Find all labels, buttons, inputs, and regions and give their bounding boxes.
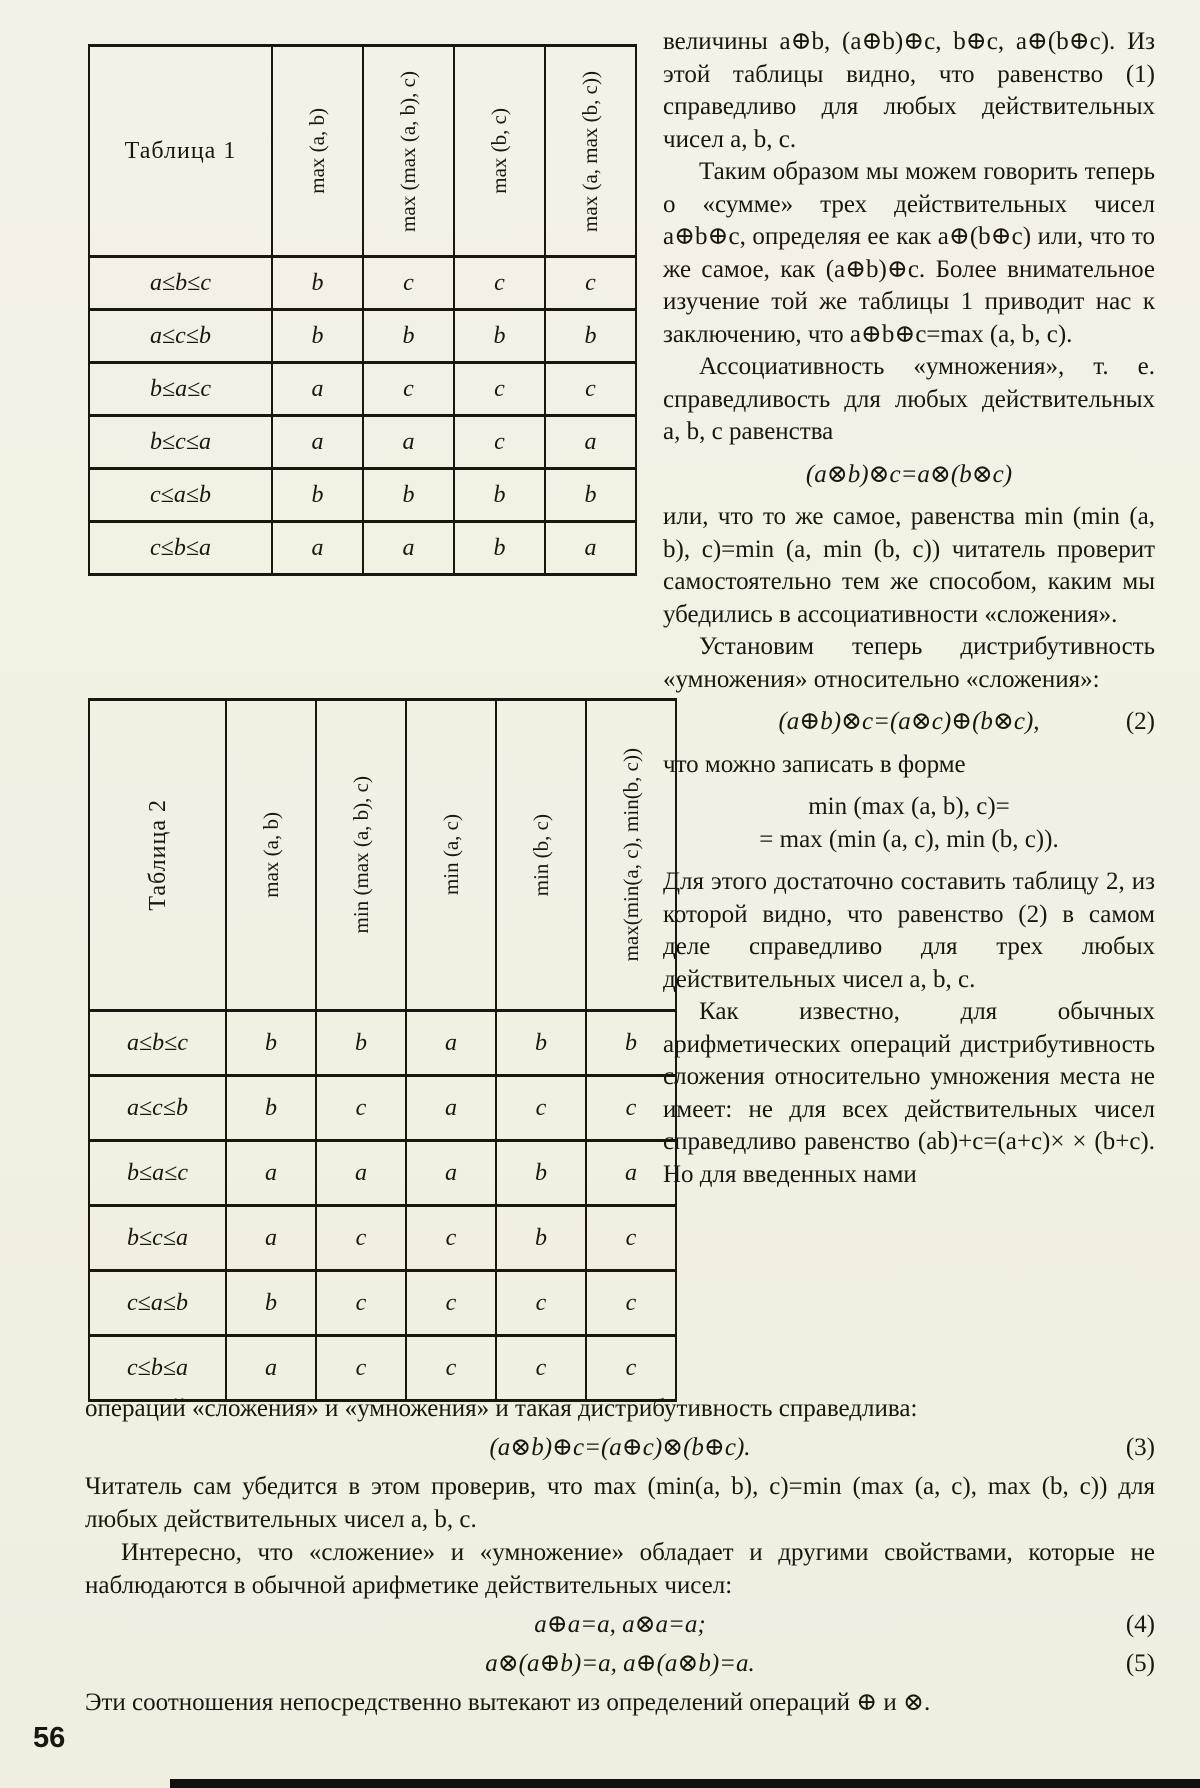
table2-col-header-5: max(min(a, c), min(b, c)) (618, 748, 643, 962)
row-label: a≤c≤b (89, 310, 272, 363)
cell: c (454, 257, 545, 310)
equation-body: a⊗(a⊕b)=a, a⊕(a⊗b)=a. (485, 1650, 755, 1677)
table1-col-header-1: max (a, b) (305, 108, 329, 194)
tables-column (88, 44, 678, 1402)
equation-line-2: = max (min (a, c), min (b, c)). (759, 825, 1059, 853)
row-label: a≤c≤b (89, 1076, 226, 1141)
cell: b (226, 1271, 316, 1336)
equation-body: (a⊕b)⊗c=(a⊗c)⊕(b⊗c), (778, 708, 1040, 735)
table-row (89, 257, 636, 310)
cell: c (406, 1206, 496, 1271)
table-1 (88, 44, 637, 576)
cell: b (496, 1011, 586, 1076)
table-row (89, 522, 636, 575)
table1-col-header-4: max (a, max (b, c)) (578, 70, 602, 232)
cell: c (496, 1271, 586, 1336)
equation-min-max (663, 791, 1155, 856)
page-number: 56 (33, 1722, 66, 1754)
cell: b (454, 310, 545, 363)
table1-col-header-2: max (max (a, b), c) (396, 70, 420, 232)
paragraph: Читатель сам убедится в этом проверив, что max (min(a, b), c)=min (max (a, c), max (b, c)) для любых действительных чисел a, b, c. (85, 1473, 1155, 1533)
row-label: c≤b≤a (89, 1336, 226, 1401)
cell: a (226, 1206, 316, 1271)
cell: a (272, 363, 363, 416)
cell: c (363, 363, 454, 416)
cell: a (406, 1141, 496, 1206)
cell: c (316, 1206, 406, 1271)
equation-body: a⊕a=a, a⊗a=a; (534, 1611, 706, 1638)
row-label: c≤a≤b (89, 1271, 226, 1336)
cell: a (586, 1141, 676, 1206)
cell: a (363, 416, 454, 469)
scan-artifact-bar (170, 1779, 1200, 1788)
cell: c (406, 1271, 496, 1336)
table2-col-header-3: min (a, c) (438, 814, 463, 896)
table-row (89, 1206, 676, 1271)
cell: b (226, 1011, 316, 1076)
cell: b (454, 469, 545, 522)
table-row (89, 1076, 676, 1141)
equation-2 (663, 706, 1155, 739)
cell: c (316, 1271, 406, 1336)
table2-header-row (89, 700, 676, 1011)
table-row (89, 1141, 676, 1206)
cell: c (496, 1076, 586, 1141)
equation-number: (4) (1125, 1611, 1155, 1638)
cell: a (363, 522, 454, 575)
paragraph: Эти соотношения непосредственно вытекают из определений операций ⊕ и ⊗. (85, 1689, 931, 1716)
table-row (89, 416, 636, 469)
equation-5 (85, 1647, 1155, 1680)
cell: c (586, 1076, 676, 1141)
table1-header-row (89, 46, 636, 257)
table-row (89, 1336, 676, 1401)
paragraph: Ассоциативность «умножения», т. е. справедливость для любых действительных a, b, c равенства (663, 353, 1155, 445)
table-row (89, 1011, 676, 1076)
paragraph: Как известно, для обычных арифметических операций дистрибутивность сложения относительно умножения места не имеет: не для всех действительных чисел справедливо равенство (ab)+c=(a+c)× × (b+c). Но для введенных нами (663, 998, 1155, 1188)
table1-title: Таблица 1 (89, 46, 272, 257)
paragraph: операций «сложения» и «умножения» и такая дистрибутивность справедлива: (85, 1395, 918, 1422)
equation-number: (3) (1125, 1434, 1155, 1461)
cell: b (496, 1206, 586, 1271)
table2-col-header-2: min (max (a, b), c) (348, 776, 373, 934)
cell: b (496, 1141, 586, 1206)
cell: c (454, 363, 545, 416)
cell: c (545, 363, 636, 416)
cell: a (272, 522, 363, 575)
cell: b (545, 310, 636, 363)
cell: b (363, 310, 454, 363)
equation-associativity (663, 459, 1155, 492)
cell: a (406, 1076, 496, 1141)
equation-3 (85, 1431, 1155, 1464)
row-label: c≤a≤b (89, 469, 272, 522)
cell: c (316, 1076, 406, 1141)
cell: b (316, 1011, 406, 1076)
cell: a (545, 416, 636, 469)
cell: a (272, 416, 363, 469)
equation-4 (85, 1608, 1155, 1641)
cell: a (226, 1336, 316, 1401)
cell: b (272, 310, 363, 363)
paragraph: что можно записать в форме (663, 750, 966, 778)
cell: a (545, 522, 636, 575)
cell: c (586, 1336, 676, 1401)
table-row (89, 1271, 676, 1336)
cell: c (586, 1206, 676, 1271)
cell: b (545, 469, 636, 522)
cell: b (586, 1011, 676, 1076)
cell: c (316, 1336, 406, 1401)
cell: c (545, 257, 636, 310)
equation-number: (5) (1125, 1650, 1155, 1677)
cell: c (454, 416, 545, 469)
cell: b (272, 469, 363, 522)
row-label: b≤a≤c (89, 363, 272, 416)
paragraph: величины a⊕b, (a⊕b)⊕c, b⊕c, a⊕(b⊕c). Из этой таблицы видно, что равенство (1) справедливо для любых действительных чисел a, b, c. (663, 28, 1155, 153)
table2-col-header-4: min (b, c) (528, 813, 553, 897)
bottom-text-block (85, 1392, 1155, 1719)
row-label: b≤c≤a (89, 1206, 226, 1271)
table2-col-header-1: max (a, b) (258, 812, 283, 898)
paragraph: или, что то же самое, равенства min (min (a, b), c)=min (a, min (b, c)) читатель проверит самостоятельно тем же способом, каким мы убедились в ассоциативности «сложения». (663, 503, 1155, 628)
cell: a (316, 1141, 406, 1206)
equation-body: (a⊗b)⊕c=(a⊕c)⊗(b⊕c). (489, 1434, 751, 1461)
table-2 (88, 698, 677, 1402)
cell: b (272, 257, 363, 310)
cell: a (406, 1011, 496, 1076)
cell: b (226, 1076, 316, 1141)
equation-line-1: min (max (a, b), c)= (808, 793, 1010, 820)
row-label: b≤a≤c (89, 1141, 226, 1206)
equation-number: (2) (1125, 708, 1155, 735)
table-row (89, 363, 636, 416)
equation-body: (a⊗b)⊗c=a⊗(b⊗c) (805, 460, 1013, 488)
cell: c (406, 1336, 496, 1401)
row-label: b≤c≤a (89, 416, 272, 469)
cell: b (454, 522, 545, 575)
row-label: a≤b≤c (89, 1011, 226, 1076)
paragraph: Для этого достаточно составить таблицу 2, из которой видно, что равенство (2) в самом деле справедливо для трех любых действительных чисел a, b, c. (663, 868, 1155, 993)
cell: a (226, 1141, 316, 1206)
cell: c (363, 257, 454, 310)
table-row (89, 310, 636, 363)
table-row (89, 469, 636, 522)
paragraph: Таким образом мы можем говорить теперь о «сумме» трех действительных чисел a⊕b⊕c, определяя ее как a⊕(b⊕c) или, что то же самое, как (a⊕b)⊕c. Более внимательное изучение той же таблицы 1 приводит нас к заключению, что a⊕b⊕c=max (a, b, c). (663, 158, 1155, 348)
paragraph: Интересно, что «сложение» и «умножение» обладает и другими свойствами, которые не наблюдаются в обычной арифметике действительных чисел: (85, 1539, 1155, 1599)
cell: b (363, 469, 454, 522)
body-text-column (663, 26, 1155, 1191)
row-label: a≤b≤c (89, 257, 272, 310)
row-label: c≤b≤a (89, 522, 272, 575)
table1-col-header-3: max (b, c) (487, 108, 511, 194)
cell: c (586, 1271, 676, 1336)
table2-title: Таблица 2 (144, 799, 171, 911)
cell: c (496, 1336, 586, 1401)
paragraph: Установим теперь дистрибутивность «умножения» относительно «сложения»: (663, 633, 1155, 693)
